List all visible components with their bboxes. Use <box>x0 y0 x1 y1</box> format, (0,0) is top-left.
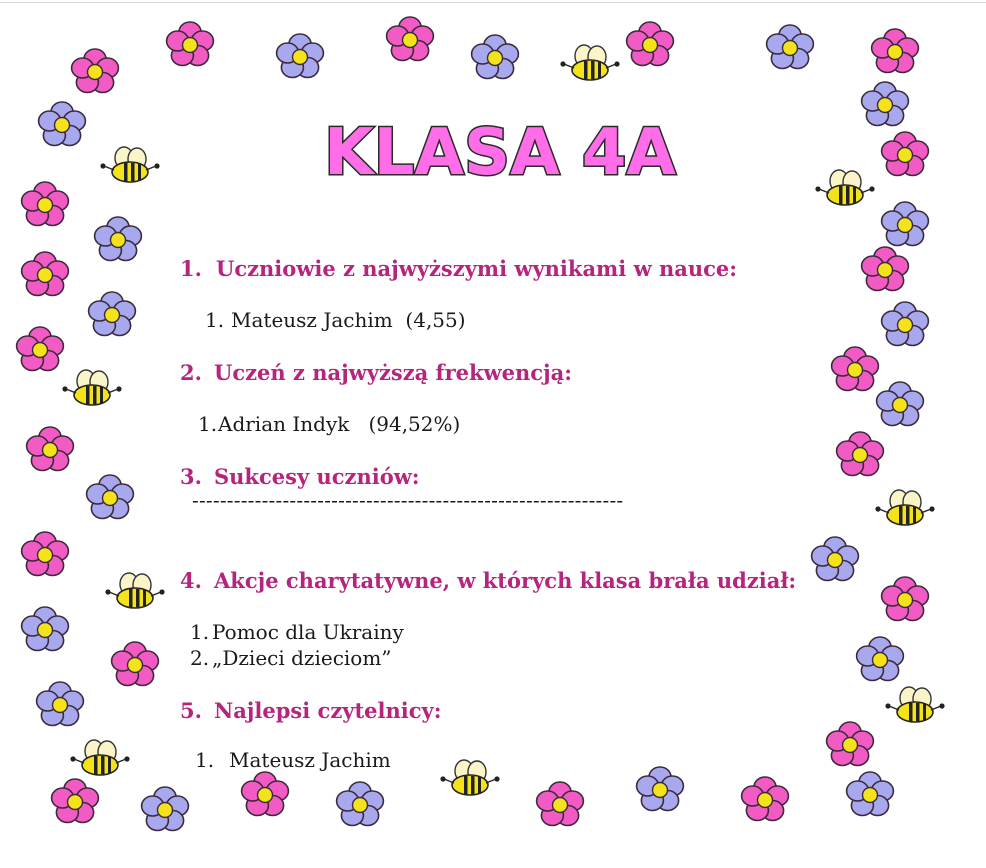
flower-icon <box>22 252 69 296</box>
flower-icon <box>837 432 884 476</box>
bee-icon <box>440 760 499 795</box>
flower-icon <box>337 782 384 826</box>
section-heading <box>180 698 441 723</box>
bee-icon <box>560 45 619 80</box>
bee-icon <box>70 740 129 775</box>
flower-icon <box>537 782 584 826</box>
flower-icon <box>832 347 879 391</box>
list-item-number: 2. <box>190 646 210 670</box>
flower-icon <box>882 302 929 346</box>
flower-icon <box>95 217 142 261</box>
list-item <box>195 748 391 772</box>
list-item-text: Mateusz Jachim (4,55) <box>231 308 466 332</box>
flower-icon <box>882 202 929 246</box>
list-item <box>190 646 392 670</box>
list-item-text: -------------------------------------------------------------- <box>192 488 624 512</box>
section-heading-text: Akcje charytatywne, w których klasa brała udział: <box>214 568 797 593</box>
section-number: 2. <box>180 360 202 385</box>
flower-icon <box>37 682 84 726</box>
list-item-number: 1. <box>205 308 225 332</box>
flower-icon <box>39 102 86 146</box>
flower-icon <box>812 537 859 581</box>
section-heading-text: Najlepsi czytelnicy: <box>214 698 442 723</box>
section-heading <box>180 360 572 385</box>
list-item-text: „Dzieci dzieciom” <box>212 646 392 670</box>
section-number: 4. <box>180 568 202 593</box>
flower-icon <box>142 787 189 831</box>
bee-icon <box>815 170 874 205</box>
bee-icon <box>875 490 934 525</box>
list-item-number: 1. <box>190 620 210 644</box>
flower-icon <box>112 642 159 686</box>
flower-icon <box>387 17 434 61</box>
list-item <box>198 412 460 436</box>
flower-icon <box>167 22 214 66</box>
flower-icon <box>742 777 789 821</box>
page-title <box>300 108 700 190</box>
section-number: 5. <box>180 698 202 723</box>
flower-icon <box>862 247 909 291</box>
flower-icon <box>17 327 64 371</box>
list-item-number: 1. <box>195 748 215 772</box>
flower-icon <box>242 772 289 816</box>
flower-icon <box>87 475 134 519</box>
section-heading <box>180 464 420 489</box>
section-heading <box>180 568 796 593</box>
list-item <box>190 620 404 644</box>
list-item-number: 1. <box>198 412 218 436</box>
section-heading-text: Uczeń z najwyższą frekwencją: <box>214 360 573 385</box>
flower-icon <box>277 34 324 78</box>
bee-icon <box>62 370 121 405</box>
flower-icon <box>872 29 919 73</box>
flower-icon <box>72 49 119 93</box>
section-number: 3. <box>180 464 202 489</box>
list-item-text: Adrian Indyk (94,52%) <box>218 412 461 436</box>
flower-icon <box>882 132 929 176</box>
page-title-text: KLASA 4A <box>324 116 676 190</box>
flower-icon <box>767 25 814 69</box>
flower-icon <box>27 427 74 471</box>
flower-icon <box>857 637 904 681</box>
flower-icon <box>472 35 519 79</box>
flower-icon <box>637 767 684 811</box>
section-heading-text: Uczniowie z najwyższymi wynikami w nauce: <box>216 256 738 281</box>
list-item-text: Pomoc dla Ukrainy <box>212 620 404 644</box>
divider-dashes <box>192 488 623 512</box>
bee-icon <box>100 147 159 182</box>
bee-icon <box>885 687 944 722</box>
flower-icon <box>882 577 929 621</box>
flower-icon <box>52 779 99 823</box>
section-heading <box>180 256 737 281</box>
flower-icon <box>862 82 909 126</box>
section-number: 1. <box>180 256 202 281</box>
flower-icon <box>22 532 69 576</box>
flower-icon <box>89 292 136 336</box>
flower-icon <box>22 607 69 651</box>
flower-icon <box>877 382 924 426</box>
flower-icon <box>847 772 894 816</box>
flower-icon <box>22 182 69 226</box>
flower-icon <box>827 722 874 766</box>
bee-icon <box>105 573 164 608</box>
list-item <box>205 308 466 332</box>
list-item-text: Mateusz Jachim <box>229 748 391 772</box>
flower-icon <box>627 22 674 66</box>
section-heading-text: Sukcesy uczniów: <box>214 464 420 489</box>
